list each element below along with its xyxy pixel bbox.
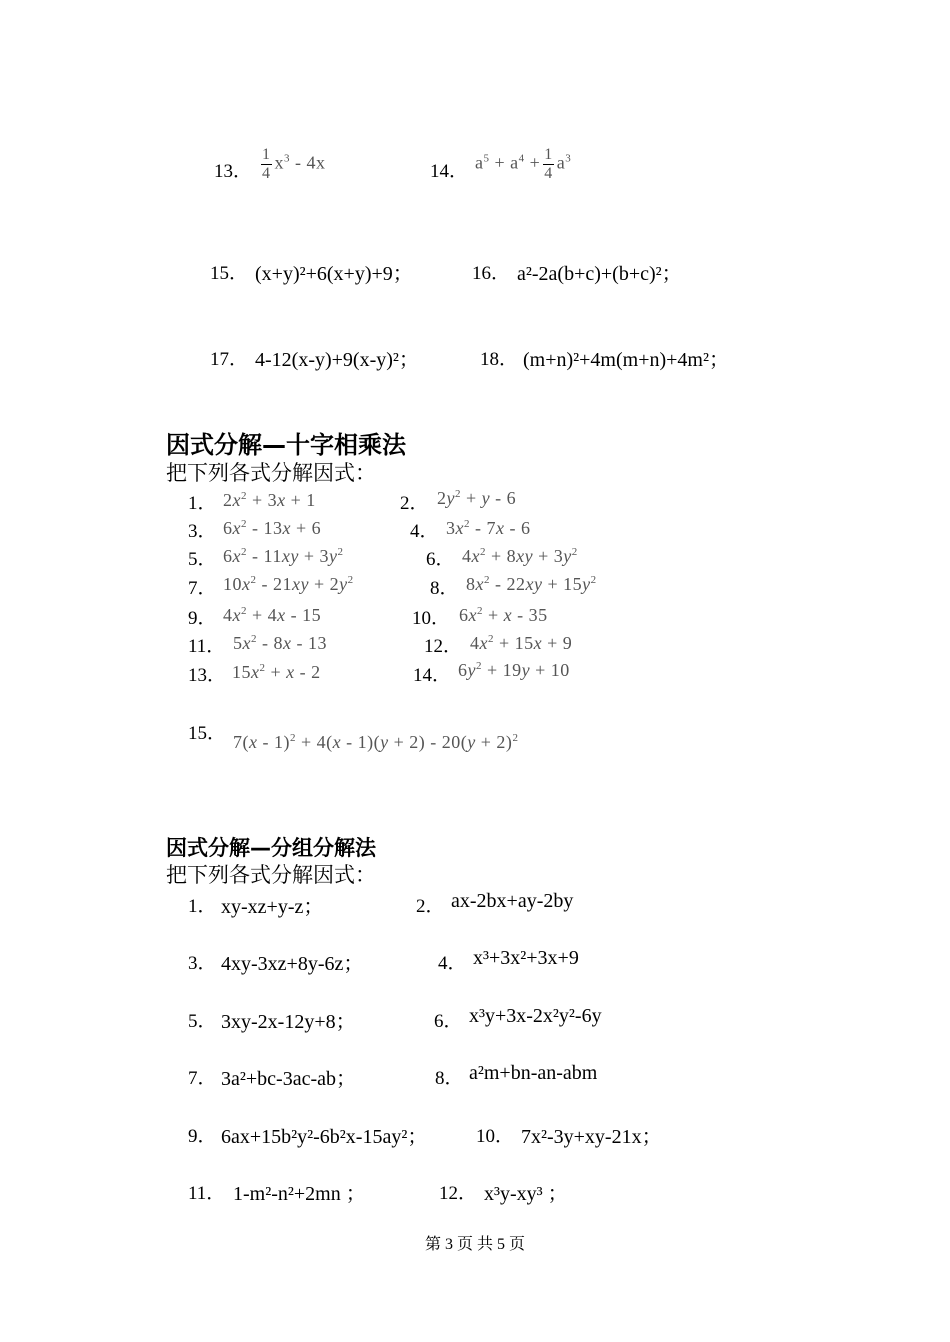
s2-item-2-number: 2． <box>416 896 445 917</box>
problem-16-number: 16． <box>472 263 511 284</box>
s2-item-12-expression: x³y-xy³ ； <box>484 1183 568 1205</box>
s2-item-9-expression: 6ax+15b²y²-6b²x-15ay²； <box>221 1126 428 1148</box>
s2-item-9-number: 9． <box>188 1126 217 1147</box>
problem-14-number: 14． <box>430 161 469 182</box>
s1-item-11-number: 11． <box>188 636 226 657</box>
s1-item-15-expression: $7(x - 1)^2 + 4(x - 1)(y + 2) - 20(y + 2)^2$ <box>233 732 519 752</box>
s1-item-4-number: 4． <box>410 521 439 542</box>
problem-16-expression: a²-2a(b+c)+(b+c)²； <box>517 263 682 285</box>
s1-item-10-number: 10． <box>412 608 451 629</box>
s2-item-10-number: 10． <box>476 1126 515 1147</box>
problem-15-expression: (x+y)²+6(x+y)+9； <box>255 263 413 285</box>
s1-item-5-number: 5． <box>188 549 217 570</box>
s2-item-8-expression: a²m+bn-an-abm <box>469 1062 598 1084</box>
problem-13-expression: $\frac{1}{4}$ $x^3 - 4x$ <box>262 146 326 182</box>
s2-item-12-number: 12． <box>439 1183 478 1204</box>
s2-item-1-number: 1． <box>188 896 217 917</box>
fraction: $\frac{1}{4}$ <box>544 146 553 182</box>
s2-item-10-expression: 7x²-3y+xy-21x； <box>521 1126 662 1148</box>
s2-item-2-expression: ax-2bx+ay-2by <box>451 890 574 912</box>
s1-item-9-number: 9． <box>188 608 217 629</box>
section-title-cross-multiplication: 因式分解—十字相乘法 <box>166 431 406 459</box>
s1-item-7-expression: $10x^2 - 21xy + 2y^2$ <box>223 574 354 594</box>
s1-item-12-expression: $4x^2 + 15x + 9$ <box>470 633 573 653</box>
s2-item-8-number: 8． <box>435 1068 464 1089</box>
problem-17-expression: 4-12(x-y)+9(x-y)²； <box>255 349 419 371</box>
s1-item-4-expression: $3x^2 - 7x - 6$ <box>446 518 531 538</box>
s1-item-15-number: 15． <box>188 723 227 744</box>
s2-item-6-expression: x³y+3x-2x²y²-6y <box>469 1005 602 1027</box>
s1-item-3-expression: $6x^2 - 13x + 6$ <box>223 518 322 538</box>
s1-item-9-expression: $4x^2 + 4x - 15$ <box>223 605 322 625</box>
page-footer: 第 3 页 共 5 页 <box>424 1236 525 1253</box>
s2-item-7-expression: 3a²+bc-3ac-ab； <box>221 1068 356 1090</box>
s1-item-13-expression: $15x^2 + x - 2$ <box>232 662 321 682</box>
s2-item-3-expression: 4xy-3xz+8y-6z； <box>221 953 364 975</box>
s2-item-7-number: 7． <box>188 1068 217 1089</box>
s1-item-2-number: 2． <box>400 493 429 514</box>
s1-item-8-number: 8． <box>430 578 459 599</box>
section-instruction: 把下列各式分解因式： <box>166 461 376 485</box>
s1-item-6-number: 6． <box>426 549 455 570</box>
s1-item-13-number: 13． <box>188 665 227 686</box>
s1-item-8-expression: $8x^2 - 22xy + 15y^2$ <box>466 574 597 594</box>
s2-item-5-number: 5． <box>188 1011 217 1032</box>
s2-item-4-number: 4． <box>438 953 467 974</box>
problem-14-expression: $a^5 + a^4$ + $\frac{1}{4}$ $a^3$ <box>475 146 572 182</box>
s1-item-11-expression: $5x^2 - 8x - 13$ <box>233 633 327 653</box>
s1-item-14-expression: $6y^2 + 19y + 10$ <box>458 660 570 680</box>
s2-item-3-number: 3． <box>188 953 217 974</box>
s1-item-6-expression: $4x^2 + 8xy + 3y^2$ <box>462 546 578 566</box>
s2-item-5-expression: 3xy-2x-12y+8； <box>221 1011 356 1033</box>
s2-item-6-number: 6． <box>434 1011 463 1032</box>
s1-item-2-expression: $2y^2 + y - 6$ <box>437 488 517 508</box>
section-title-grouping: 因式分解—分组分解法 <box>166 836 376 860</box>
s1-item-10-expression: $6x^2 + x - 35$ <box>459 605 548 625</box>
s1-item-3-number: 3． <box>188 521 217 542</box>
problem-18-number: 18． <box>480 349 519 370</box>
s1-item-5-expression: $6x^2 - 11xy + 3y^2$ <box>223 546 344 566</box>
s2-item-11-expression: 1-m²-n²+2mn ； <box>233 1183 366 1205</box>
s2-item-11-number: 11． <box>188 1183 226 1204</box>
s1-item-1-expression: $2x^2 + 3x + 1$ <box>223 490 316 510</box>
problem-13-number: 13． <box>214 161 253 182</box>
s2-item-4-expression: x³+3x²+3x+9 <box>473 947 579 969</box>
problem-15-number: 15． <box>210 263 249 284</box>
s1-item-12-number: 12． <box>424 636 463 657</box>
s1-item-7-number: 7． <box>188 578 217 599</box>
problem-18-expression: (m+n)²+4m(m+n)+4m²； <box>523 349 729 371</box>
s1-item-1-number: 1． <box>188 493 217 514</box>
section-instruction: 把下列各式分解因式： <box>166 863 376 887</box>
fraction: $\frac{1}{4}$ <box>262 146 271 182</box>
s1-item-14-number: 14． <box>413 665 452 686</box>
s2-item-1-expression: xy-xz+y-z； <box>221 896 324 918</box>
problem-17-number: 17． <box>210 349 249 370</box>
